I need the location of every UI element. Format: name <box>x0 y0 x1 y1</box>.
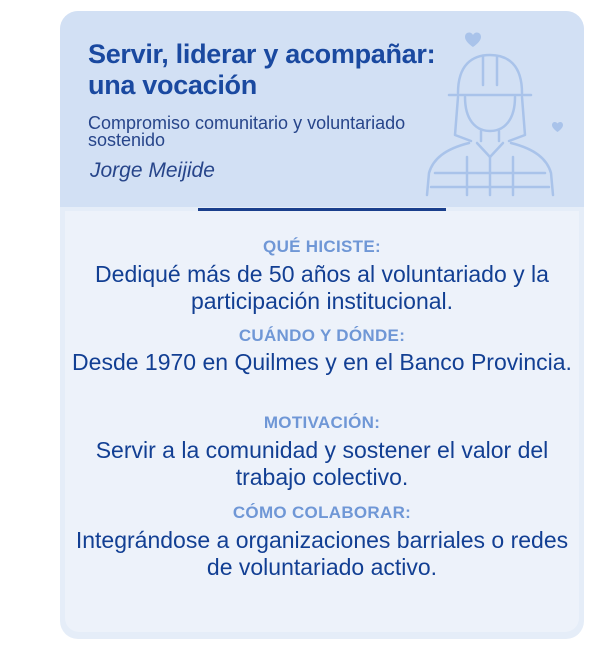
card-header <box>60 11 584 207</box>
author-name: Jorge Meijide <box>90 159 215 182</box>
section-label-cuando-donde: CUÁNDO Y DÓNDE: <box>238 326 406 345</box>
card-subtitle: Compromiso comunitario y voluntariado sostenido <box>88 113 406 150</box>
section-label-como-colaborar: CÓMO COLABORAR: <box>232 503 412 522</box>
section-value-que-hiciste: Dediqué más de 50 años al voluntariado y la participación institucional. <box>95 261 549 314</box>
card-title: Servir, liderar y acompañar: una vocación <box>88 39 436 100</box>
section-value-motivacion: Servir a la comunidad y sostener el valor del trabajo colectivo. <box>95 437 549 490</box>
firefighter-icon <box>405 23 575 198</box>
section-value-cuando-donde: Desde 1970 en Quilmes y en el Banco Provincia. <box>72 349 572 375</box>
section-value-como-colaborar: Integrándose a organizaciones barriales o redes de voluntariado activo. <box>75 527 569 580</box>
profile-card <box>60 11 584 639</box>
section-label-que-hiciste: QUÉ HICISTE: <box>263 237 381 256</box>
section-label-motivacion: MOTIVACIÓN: <box>263 413 381 432</box>
